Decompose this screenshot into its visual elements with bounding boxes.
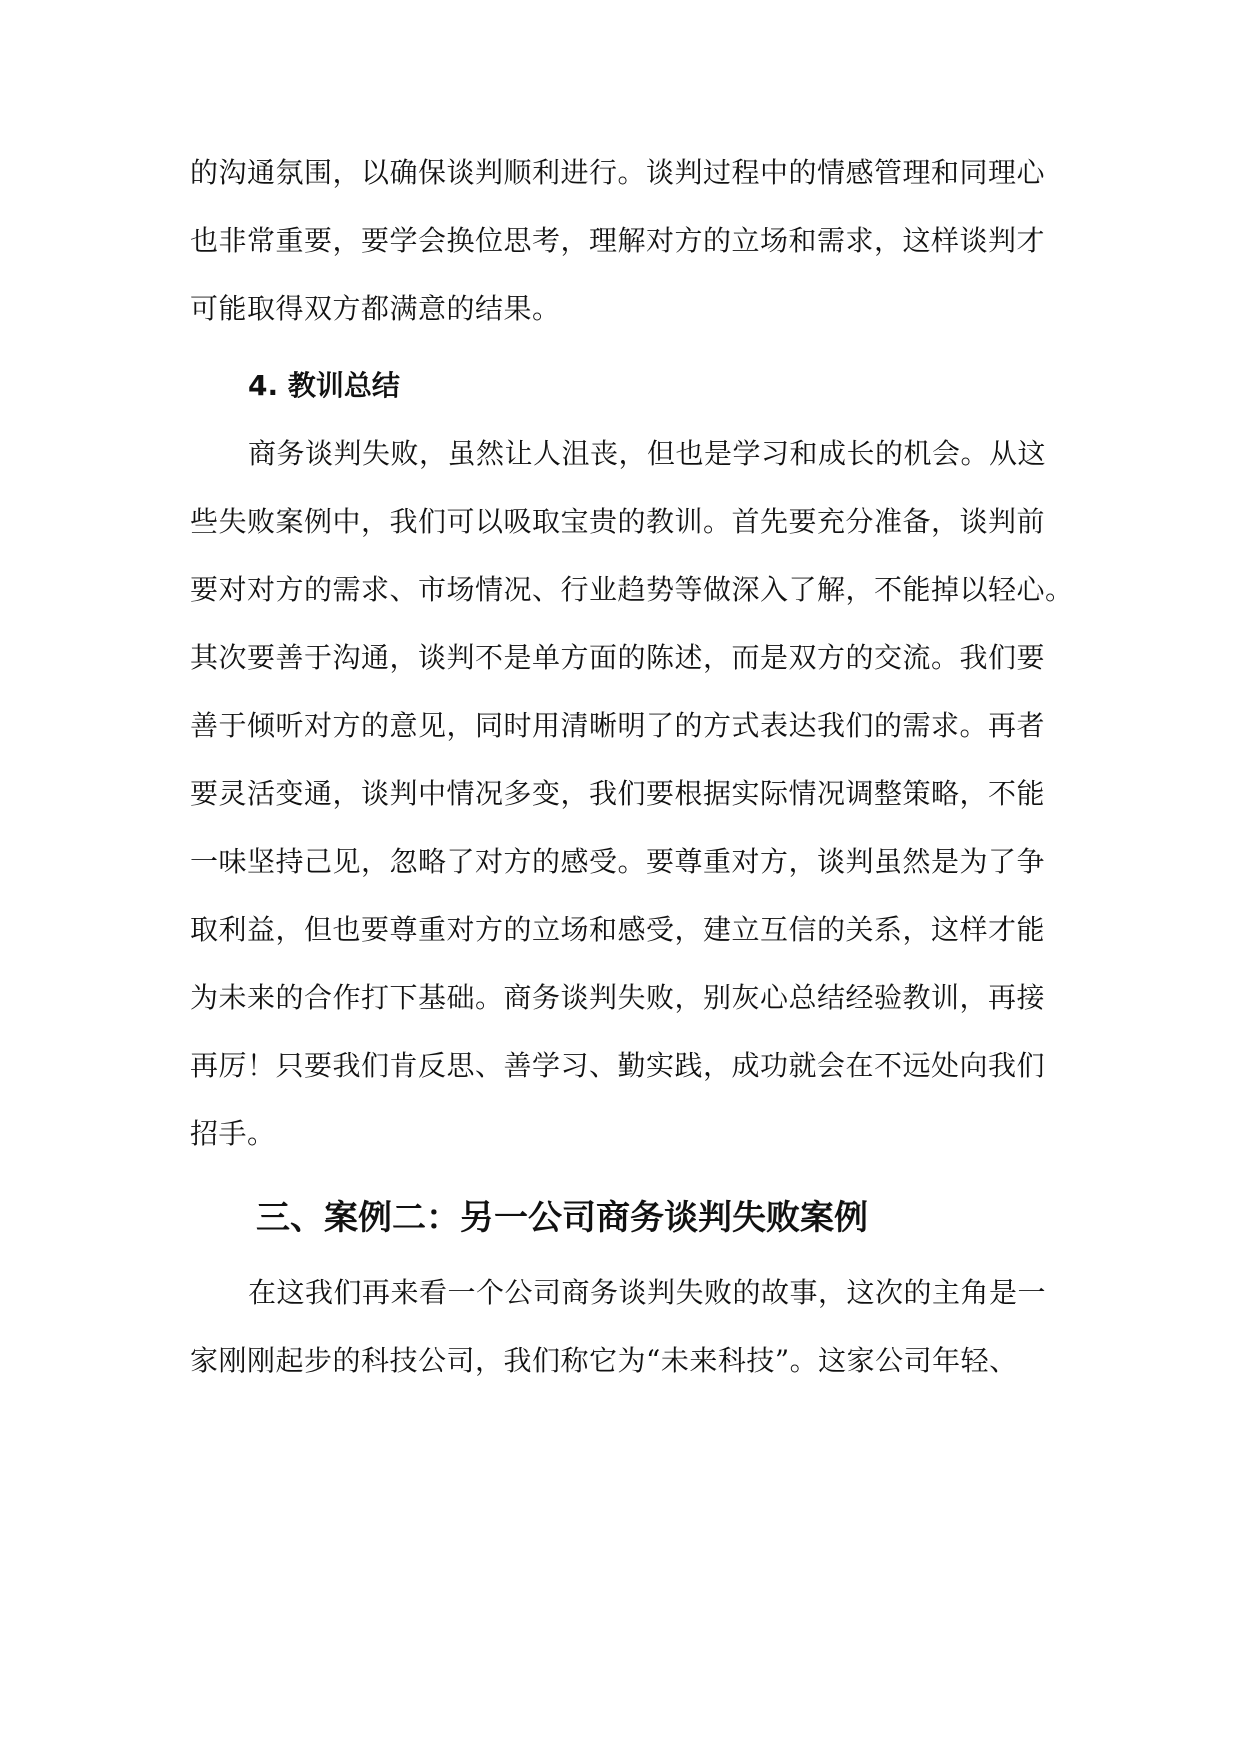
body-line: 取利益，但也要尊重对方的立场和感受，建立互信的关系，这样才能 xyxy=(190,913,1046,946)
body-line: 商务谈判失败，虽然让人沮丧，但也是学习和成长的机会。从这 xyxy=(248,437,1047,470)
body-line: 善于倾听对方的意见，同时用清晰明了的方式表达我们的需求。再者 xyxy=(190,709,1046,742)
body-line: 为未来的合作打下基础。商务谈判失败，别灰心总结经验教训，再接 xyxy=(190,981,1046,1014)
body-line: 要对对方的需求、市场情况、行业趋势等做深入了解，不能掉以轻心。 xyxy=(190,573,1074,606)
body-line: 也非常重要，要学会换位思考，理解对方的立场和需求，这样谈判才 xyxy=(190,224,1046,257)
body-line: 招手。 xyxy=(190,1117,276,1150)
body-line: 一味坚持己见，忽略了对方的感受。要尊重对方，谈判虽然是为了争 xyxy=(190,845,1046,878)
section-heading: 三、案例二：另一公司商务谈判失败案例 xyxy=(256,1198,868,1238)
body-line: 可能取得双方都满意的结果。 xyxy=(190,292,561,325)
body-line: 在这我们再来看一个公司商务谈判失败的故事，这次的主角是一 xyxy=(248,1276,1047,1309)
body-line: 其次要善于沟通，谈判不是单方面的陈述，而是双方的交流。我们要 xyxy=(190,641,1046,674)
body-line: 家刚刚起步的科技公司，我们称它为“未来科技”。这家公司年轻、 xyxy=(190,1344,1018,1377)
body-line: 的沟通氛围，以确保谈判顺利进行。谈判过程中的情感管理和同理心 xyxy=(190,156,1046,189)
body-line: 些失败案例中，我们可以吸取宝贵的教训。首先要充分准备，谈判前 xyxy=(190,505,1046,538)
body-line: 再厉！只要我们肯反思、善学习、勤实践，成功就会在不远处向我们 xyxy=(190,1049,1046,1082)
subsection-heading: 4. 教训总结 xyxy=(248,369,400,402)
body-line: 要灵活变通，谈判中情况多变，我们要根据实际情况调整策略，不能 xyxy=(190,777,1046,810)
